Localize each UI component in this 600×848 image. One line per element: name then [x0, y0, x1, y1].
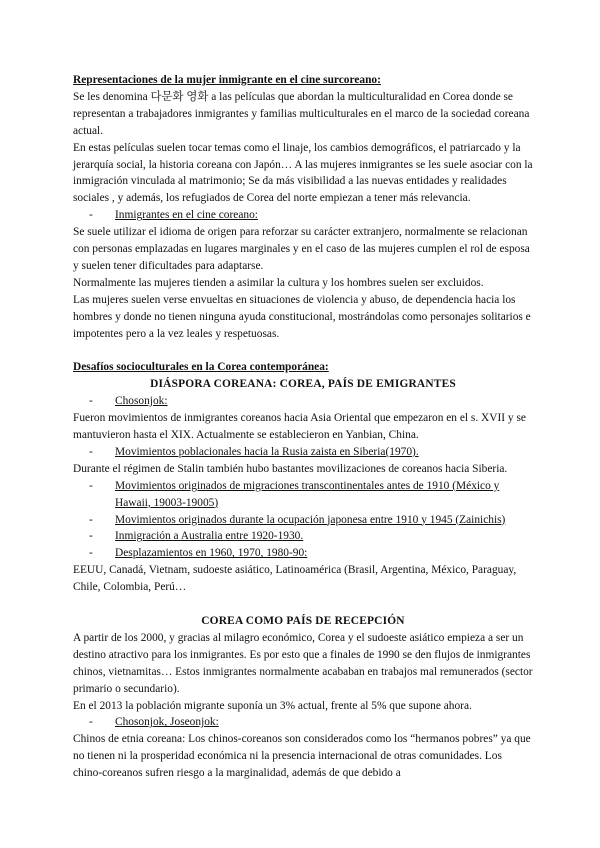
paragraph: Se les denomina 다문화 영화 a las películas que abordan la multiculturalidad en Corea donde se representan a trabajadores inmigrantes y familias multiculturales en el marco de la sociedad coreana actual. — [73, 90, 530, 137]
list-item-text: Movimientos originados durante la ocupación japonesa entre 1910 y 1945 (Zainichis) — [115, 513, 506, 526]
list-item: - Inmigración a Australia entre 1920-1930. — [73, 528, 533, 545]
list-item-text: Inmigrantes en el cine coreano: — [115, 209, 258, 222]
section-heading-cine: Representaciones de la mujer inmigrante en el cine surcoreano: — [73, 74, 381, 86]
list-item-text: Inmigración a Australia entre 1920-1930. — [115, 530, 304, 543]
list-item: - Movimientos originados durante la ocupación japonesa entre 1910 y 1945 (Zainichis) — [73, 512, 533, 529]
list-item-text: Movimientos originados de migraciones transcontinentales antes de 1910 (México y Hawaii, 19003-19005) — [115, 479, 500, 509]
list-item-text: Chosonjok: — [115, 395, 168, 408]
subheading-diaspora: DIÁSPORA COREANA: COREA, PAÍS DE EMIGRANTES — [150, 378, 456, 391]
paragraph: Se suele utilizar el idioma de origen para reforzar su carácter extranjero, normalmente se relacionan con personas emplazadas en lugares marginales y en el caso de las mujeres cumplen el rol de esposa y suelen tener dificultades para adaptarse. — [73, 226, 530, 272]
list-item-text: Chosonjok, Joseonjok: — [115, 716, 219, 729]
paragraph: Fueron movimientos de inmigrantes coreanos hacia Asia Oriental que empezaron en el s. XVII y se mantuvieron hasta el XIX. Actualmente se establecieron en Yanbian, China. — [73, 412, 526, 442]
paragraph: EEUU, Canadá, Vietnam, sudoeste asiático, Latinoamérica (Brasil, Argentina, México, Paraguay, Chile, Colombia, Perú… — [73, 564, 517, 594]
list-item-text: Movimientos poblacionales hacia la Rusia zaista en Siberia(1970). — [115, 445, 419, 458]
list-item: - Movimientos poblacionales hacia la Rusia zaista en Siberia(1970). — [73, 444, 533, 461]
list-item: - Inmigrantes en el cine coreano: — [73, 207, 533, 224]
paragraph: A partir de los 2000, y gracias al milagro económico, Corea y el sudoeste asiático empieza a ser un destino atractivo para los inmigrantes. Es por esto que a finales de 1990 se den flujos de inmigrantes chinos, vietnamitas… Estos inmigrantes normalmente acababan en trabajos mal remunerados (sector primario o secundario). — [73, 631, 533, 695]
paragraph: En estas películas suelen tocar temas como el linaje, los cambios demográficos, el patriarcado y la jerarquía social, la historia coreana con Japón… A las mujeres inmigrantes se les suele asociar con la inmigración vinculada al matrimonio; Se da más visibilidad a las nuevas entidades y realidades sociales , y además, los refugiados de Corea del norte empiezan a tener más relevancia. — [73, 141, 533, 205]
paragraph: Las mujeres suelen verse envueltas en situaciones de violencia y abuso, de dependencia hacia los hombres y donde no tienen ninguna ayuda constitucional, mostrándolas como personajes solitarios e impotentes pero a la vez leales y respetuosas. — [73, 293, 531, 340]
paragraph: En el 2013 la población migrante suponía un 3% actual, frente al 5% que supone ahora. — [73, 699, 472, 712]
list-item: - Desplazamientos en 1960, 1970, 1980-90: — [73, 545, 533, 562]
paragraph: Durante el régimen de Stalin también hubo bastantes movilizaciones de coreanos hacia Siberia. — [73, 462, 508, 475]
list-item-text: Desplazamientos en 1960, 1970, 1980-90: — [115, 547, 308, 560]
section-heading-desafios: Desafíos socioculturales en la Corea contemporánea: — [73, 361, 329, 374]
list-item: - Chosonjok: — [73, 393, 533, 410]
list-item: - Chosonjok, Joseonjok: — [73, 714, 533, 731]
paragraph: Chinos de etnia coreana: Los chinos-coreanos son considerados como los “hermanos pobres” ya que no tienen ni la prosperidad económica ni la presencia internacional de otras comunidades. Los chino-coreanos sufren riesgo a la marginalidad, además de que debido a — [73, 733, 531, 780]
list-item: - Movimientos originados de migraciones transcontinentales antes de 1910 (México y Hawaii, 19003-19005) — [73, 478, 533, 512]
document-page — [73, 72, 533, 782]
paragraph: Normalmente las mujeres tienden a asimilar la cultura y los hombres suelen ser excluidos. — [73, 276, 484, 289]
subheading-recepcion: COREA COMO PAÍS DE RECEPCIÓN — [201, 614, 405, 627]
